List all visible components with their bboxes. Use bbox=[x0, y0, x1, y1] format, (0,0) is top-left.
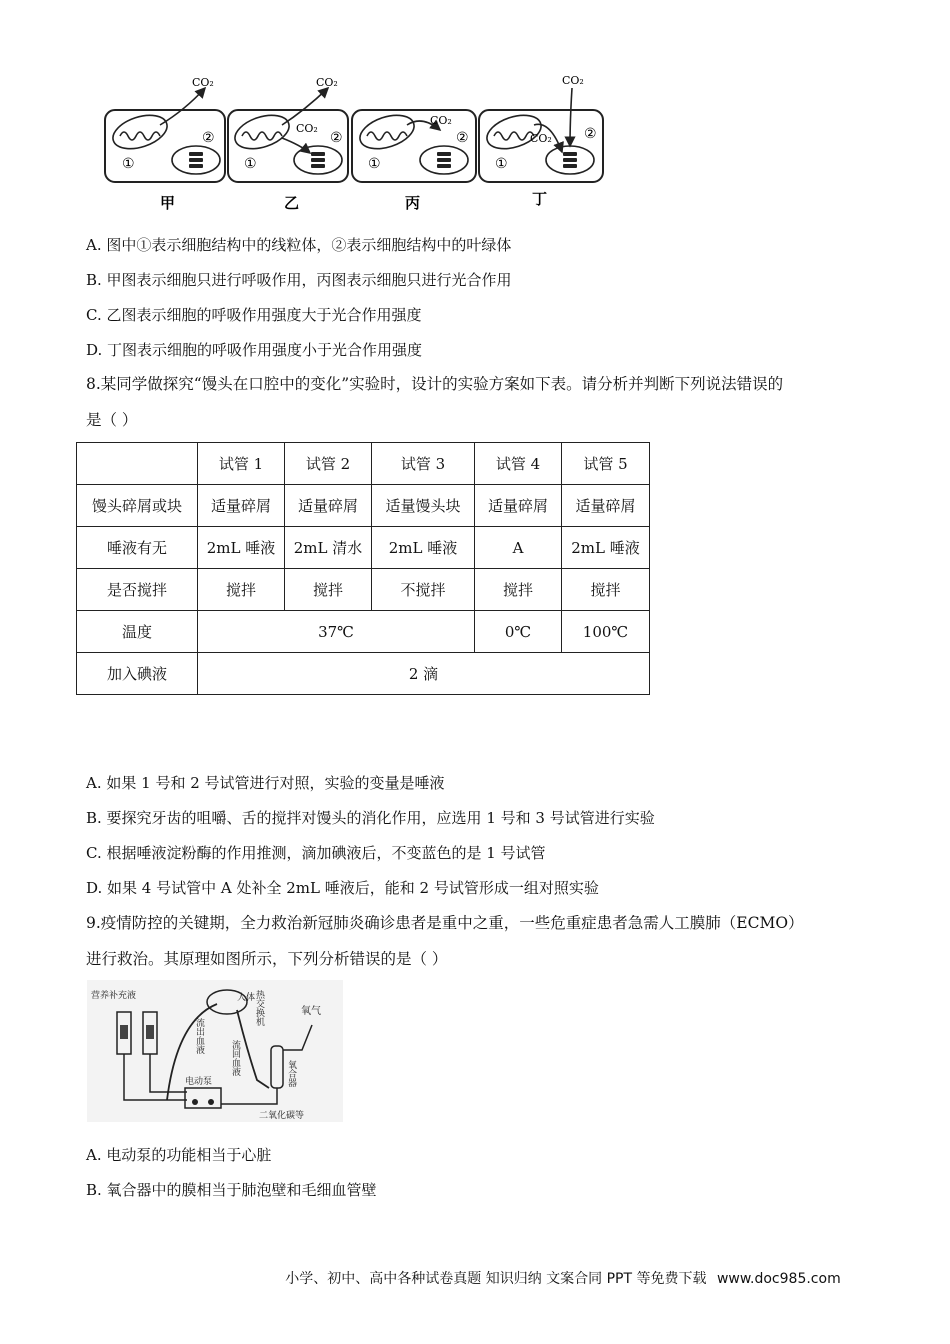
table-cell: 2 滴 bbox=[198, 653, 650, 695]
ecmo-label-pump: 电动泵 bbox=[185, 1077, 213, 1087]
table-cell: 37℃ bbox=[198, 611, 475, 653]
co2-label: CO₂ bbox=[192, 76, 214, 89]
q8-stem-line2: 是（ ） bbox=[86, 411, 138, 429]
co2-label: CO₂ bbox=[530, 132, 552, 145]
ecmo-diagram bbox=[87, 980, 343, 1122]
q9-option-b: B. 氧合器中的膜相当于肺泡壁和毛细血管壁 bbox=[86, 1181, 377, 1199]
footer-text bbox=[285, 1268, 840, 1288]
q9-stem-line2: 进行救治。其原理如图所示，下列分析错误的是（ ） bbox=[86, 950, 448, 968]
footer-site[interactable]: www.doc985.com bbox=[716, 1271, 841, 1287]
co2-label: CO₂ bbox=[296, 122, 318, 135]
table-cell: 适量碎屑 bbox=[285, 485, 372, 527]
table-cell: 搅拌 bbox=[562, 569, 650, 611]
table-cell: 试管 1 bbox=[198, 443, 285, 485]
footer-slogan: 小学、初中、高中各种试卷真题 知识归纳 文案合同 PPT 等免费下载 bbox=[285, 1271, 707, 1287]
table-cell: 试管 2 bbox=[285, 443, 372, 485]
co2-label: CO₂ bbox=[562, 74, 584, 87]
ecmo-label-co2: 二氧化碳等 bbox=[259, 1111, 305, 1121]
table-cell: 适量碎屑 bbox=[475, 485, 562, 527]
cell-diagram bbox=[100, 70, 610, 212]
table-cell: 试管 5 bbox=[562, 443, 650, 485]
cell-label-jia: 甲 bbox=[160, 194, 176, 212]
q8-stem-line1: 8.某同学做探究“馒头在口腔中的变化”实验时，设计的实验方案如下表。请分析并判断下列说法错误的 bbox=[86, 375, 784, 393]
q7-option-b: B. 甲图表示细胞只进行呼吸作用，丙图表示细胞只进行光合作用 bbox=[86, 271, 512, 289]
q9-option-a: A. 电动泵的功能相当于心脏 bbox=[86, 1146, 272, 1164]
ecmo-label-body: 人体 bbox=[237, 993, 256, 1003]
mark-1: ① bbox=[122, 156, 135, 172]
mark-1: ① bbox=[244, 156, 257, 172]
table-row bbox=[77, 653, 650, 695]
ecmo-label-oxygenator: 氧合器 bbox=[286, 1060, 296, 1087]
mark-2: ② bbox=[584, 126, 597, 142]
page-footer bbox=[0, 1268, 950, 1288]
table-cell: 加入碘液 bbox=[77, 653, 198, 695]
mark-2: ② bbox=[202, 130, 215, 146]
table-cell: 是否搅拌 bbox=[77, 569, 198, 611]
q7-option-a: A. 图中①表示细胞结构中的线粒体，②表示细胞结构中的叶绿体 bbox=[86, 236, 512, 254]
q8-option-c: C. 根据唾液淀粉酶的作用推测，滴加碘液后，不变蓝色的是 1 号试管 bbox=[86, 844, 546, 862]
q7-option-c: C. 乙图表示细胞的呼吸作用强度大于光合作用强度 bbox=[86, 306, 422, 324]
table-cell: 2mL 清水 bbox=[285, 527, 372, 569]
table-cell: 搅拌 bbox=[475, 569, 562, 611]
mark-1: ① bbox=[495, 156, 508, 172]
co2-label: CO₂ bbox=[430, 114, 452, 127]
cell-label-bing: 丙 bbox=[405, 194, 421, 212]
table-cell: 搅拌 bbox=[285, 569, 372, 611]
table-cell: 0℃ bbox=[475, 611, 562, 653]
table-cell: 2mL 唾液 bbox=[562, 527, 650, 569]
experiment-table bbox=[76, 442, 650, 695]
table-cell: 2mL 唾液 bbox=[198, 527, 285, 569]
table-cell: 馒头碎屑或块 bbox=[77, 485, 198, 527]
co2-label: CO₂ bbox=[316, 76, 338, 89]
q8-option-b: B. 要探究牙齿的咀嚼、舌的搅拌对馒头的消化作用，应选用 1 号和 3 号试管进行实验 bbox=[86, 809, 655, 827]
ecmo-label-oxygen: 氧气 bbox=[301, 1006, 321, 1017]
ecmo-label-heat: 热交换机 bbox=[254, 990, 264, 1026]
table-cell bbox=[77, 443, 198, 485]
ecmo-label-outflow: 流出血液 bbox=[194, 1018, 204, 1054]
table-row bbox=[77, 443, 650, 485]
mark-2: ② bbox=[456, 130, 469, 146]
table-cell: 适量碎屑 bbox=[562, 485, 650, 527]
table-cell: 100℃ bbox=[562, 611, 650, 653]
table-cell: 试管 4 bbox=[475, 443, 562, 485]
table-cell: 适量碎屑 bbox=[198, 485, 285, 527]
table-cell: A bbox=[475, 527, 562, 569]
q7-option-d: D. 丁图表示细胞的呼吸作用强度小于光合作用强度 bbox=[86, 341, 423, 359]
table-row bbox=[77, 611, 650, 653]
table-cell: 唾液有无 bbox=[77, 527, 198, 569]
table-row bbox=[77, 485, 650, 527]
cell-label-yi: 乙 bbox=[284, 194, 300, 212]
ecmo-label-return: 流回血液 bbox=[230, 1040, 240, 1076]
table-cell: 2mL 唾液 bbox=[372, 527, 475, 569]
table-cell: 适量馒头块 bbox=[372, 485, 475, 527]
table-row bbox=[77, 527, 650, 569]
cell-label-ding: 丁 bbox=[532, 190, 548, 208]
q8-option-d: D. 如果 4 号试管中 A 处补全 2mL 唾液后，能和 2 号试管形成一组对照实验 bbox=[86, 879, 599, 897]
table-cell: 试管 3 bbox=[372, 443, 475, 485]
table-cell: 不搅拌 bbox=[372, 569, 475, 611]
ecmo-label-nutrient: 营养补充液 bbox=[91, 991, 137, 1001]
table-cell: 搅拌 bbox=[198, 569, 285, 611]
mark-1: ① bbox=[368, 156, 381, 172]
table-cell: 温度 bbox=[77, 611, 198, 653]
table-row bbox=[77, 569, 650, 611]
mark-2: ② bbox=[330, 130, 343, 146]
q9-stem-line1: 9.疫情防控的关键期，全力救治新冠肺炎确诊患者是重中之重，一些危重症患者急需人工膜肺（ECMO） bbox=[86, 914, 804, 932]
q8-option-a: A. 如果 1 号和 2 号试管进行对照，实验的变量是唾液 bbox=[86, 774, 445, 792]
